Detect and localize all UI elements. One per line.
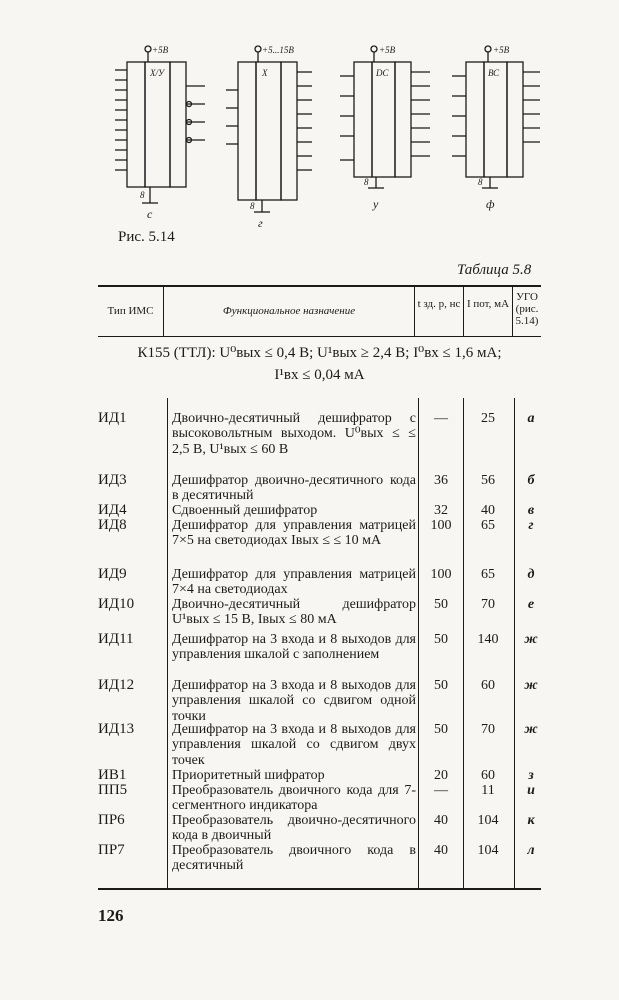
row-ugo: ж [524, 722, 538, 737]
family-heading [98, 342, 541, 386]
row-td: 36 [434, 473, 448, 488]
row-ipot: 25 [481, 411, 495, 426]
row-desc: Дешифратор для управления матрицей 7×4 на светодиодах [172, 567, 416, 598]
row-td: — [434, 411, 448, 426]
row-desc: Преобразователь двоично-десятичного кода в двоичный [172, 813, 416, 844]
diagram-g-gnd: 8 [250, 201, 255, 211]
figure-caption: Рис. 5.14 [118, 229, 175, 245]
row-ugo: а [527, 411, 535, 426]
header-function: Функциональное назначение [222, 305, 356, 317]
header-divider [414, 286, 415, 336]
row-ipot: 40 [481, 503, 495, 518]
row-type: ИД13 [98, 721, 135, 737]
column-divider [418, 398, 419, 888]
row-ugo: з [528, 768, 534, 783]
row-ipot: 104 [477, 813, 499, 828]
row-ugo: л [527, 843, 535, 858]
row-ipot: 104 [477, 843, 499, 858]
row-type: ИД12 [98, 677, 135, 693]
row-ugo: к [527, 813, 535, 828]
column-divider [514, 398, 515, 888]
row-type: ИД11 [98, 631, 134, 647]
table-top-rule [98, 285, 541, 287]
row-td: 32 [434, 503, 448, 518]
row-type: ИД1 [98, 410, 127, 426]
row-desc: Преобразователь двоичного кода в десятичный [172, 843, 416, 874]
header-bottom-rule [98, 336, 541, 337]
header-tdelay: t зд. р, нс [417, 298, 461, 310]
row-type: ИД4 [98, 502, 127, 518]
row-ugo: ж [524, 678, 538, 693]
diagram-g-title: Х [262, 68, 268, 78]
diagram-g-letter: г [258, 216, 263, 230]
row-desc: Двоично-десятичный дешифратор с высоковольтным выходом. U⁰вых ≤ ≤ 2,5 В, U¹вых ≤ 60 В [172, 411, 416, 457]
row-td: 50 [434, 632, 448, 647]
row-type: ПР7 [98, 842, 125, 858]
row-td: 40 [434, 843, 448, 858]
family-line-1: К155 (ТТЛ): U⁰вых ≤ 0,4 В; U¹вых ≥ 2,4 В; I⁰вх ≤ 1,6 мА; [137, 345, 502, 361]
diagram-g-supply: +5...15В [262, 45, 294, 55]
diagram-u-supply: +5В [379, 45, 396, 55]
row-desc: Преобразователь двоичного кода для 7-сегментного индикатора [172, 783, 416, 814]
row-desc: Дешифратор двоично-десятичного кода в десятичный [172, 473, 416, 504]
column-divider [463, 398, 464, 888]
row-ugo: б [527, 473, 535, 488]
row-type: ИВ1 [98, 767, 127, 783]
row-td: — [434, 783, 448, 798]
row-ipot: 56 [481, 473, 495, 488]
diagram-c-supply: +5В [152, 45, 169, 55]
row-ugo: г [528, 518, 534, 533]
header-ipot: I пот, мА [466, 298, 510, 310]
row-ipot: 140 [477, 632, 499, 647]
header-ugo: УГО (рис. 5.14) [515, 291, 539, 328]
row-ipot: 60 [481, 678, 495, 693]
table-bottom-rule [98, 888, 541, 890]
row-ipot: 65 [481, 567, 495, 582]
row-ugo: д [527, 567, 535, 582]
page-number: 126 [98, 906, 124, 925]
row-td: 100 [430, 567, 452, 582]
header-divider [463, 286, 464, 336]
row-desc: Дешифратор на 3 входа и 8 выходов для управления шкалой со сдвигом двух точек [172, 722, 416, 768]
row-desc: Дешифратор для управления матрицей 7×5 на светодиодах Iвых ≤ ≤ 10 мА [172, 518, 416, 549]
row-td: 50 [434, 722, 448, 737]
row-ugo: е [527, 597, 535, 612]
diagram-f-gnd: 8 [478, 177, 483, 187]
row-ipot: 11 [481, 783, 495, 798]
diagram-u-title: DC [376, 68, 389, 78]
row-td: 40 [434, 813, 448, 828]
table-title: Таблица 5.8 [457, 262, 532, 278]
row-ipot: 70 [481, 597, 495, 612]
row-type: ИД9 [98, 566, 127, 582]
row-desc: Сдвоенный дешифратор [172, 503, 318, 518]
row-type: ПР6 [98, 812, 125, 828]
diagram-f-supply: +5В [493, 45, 510, 55]
diagram-g [226, 46, 312, 212]
row-type: ИД8 [98, 517, 127, 533]
diagram-c-gnd: 8 [140, 190, 145, 200]
row-type: ИД10 [98, 596, 135, 612]
diagram-u-letter: у [373, 197, 379, 211]
row-td: 50 [434, 597, 448, 612]
row-ugo: ж [524, 632, 538, 647]
row-desc: Двоично-десятичный дешифратор U¹вых ≤ 15 В, Iвых ≤ 80 мА [172, 597, 416, 628]
family-line-2: I¹вх ≤ 0,04 мА [274, 367, 365, 383]
row-td: 50 [434, 678, 448, 693]
row-type: ИД3 [98, 472, 127, 488]
header-type: Тип ИМС [107, 305, 154, 317]
row-desc: Дешифратор на 3 входа и 8 выходов для управления шкалой с заполнением [172, 632, 416, 663]
figure-5-14 [0, 0, 619, 245]
row-td: 100 [430, 518, 452, 533]
row-ipot: 70 [481, 722, 495, 737]
row-ipot: 60 [481, 768, 495, 783]
row-desc: Приоритетный шифратор [172, 768, 325, 783]
diagram-f-title: ВС [488, 68, 500, 78]
row-type: ПП5 [98, 782, 128, 798]
diagram-u-gnd: 8 [364, 177, 369, 187]
row-ugo: в [527, 503, 535, 518]
row-desc: Дешифратор на 3 входа и 8 выходов для управления шкалой со сдвигом одной точки [172, 678, 416, 724]
diagram-f-letter: ф [486, 197, 495, 211]
row-ipot: 65 [481, 518, 495, 533]
diagram-c-letter: с [147, 207, 153, 221]
row-td: 20 [434, 768, 448, 783]
diagram-c-title: Х/У [150, 68, 165, 78]
row-ugo: и [527, 783, 535, 798]
